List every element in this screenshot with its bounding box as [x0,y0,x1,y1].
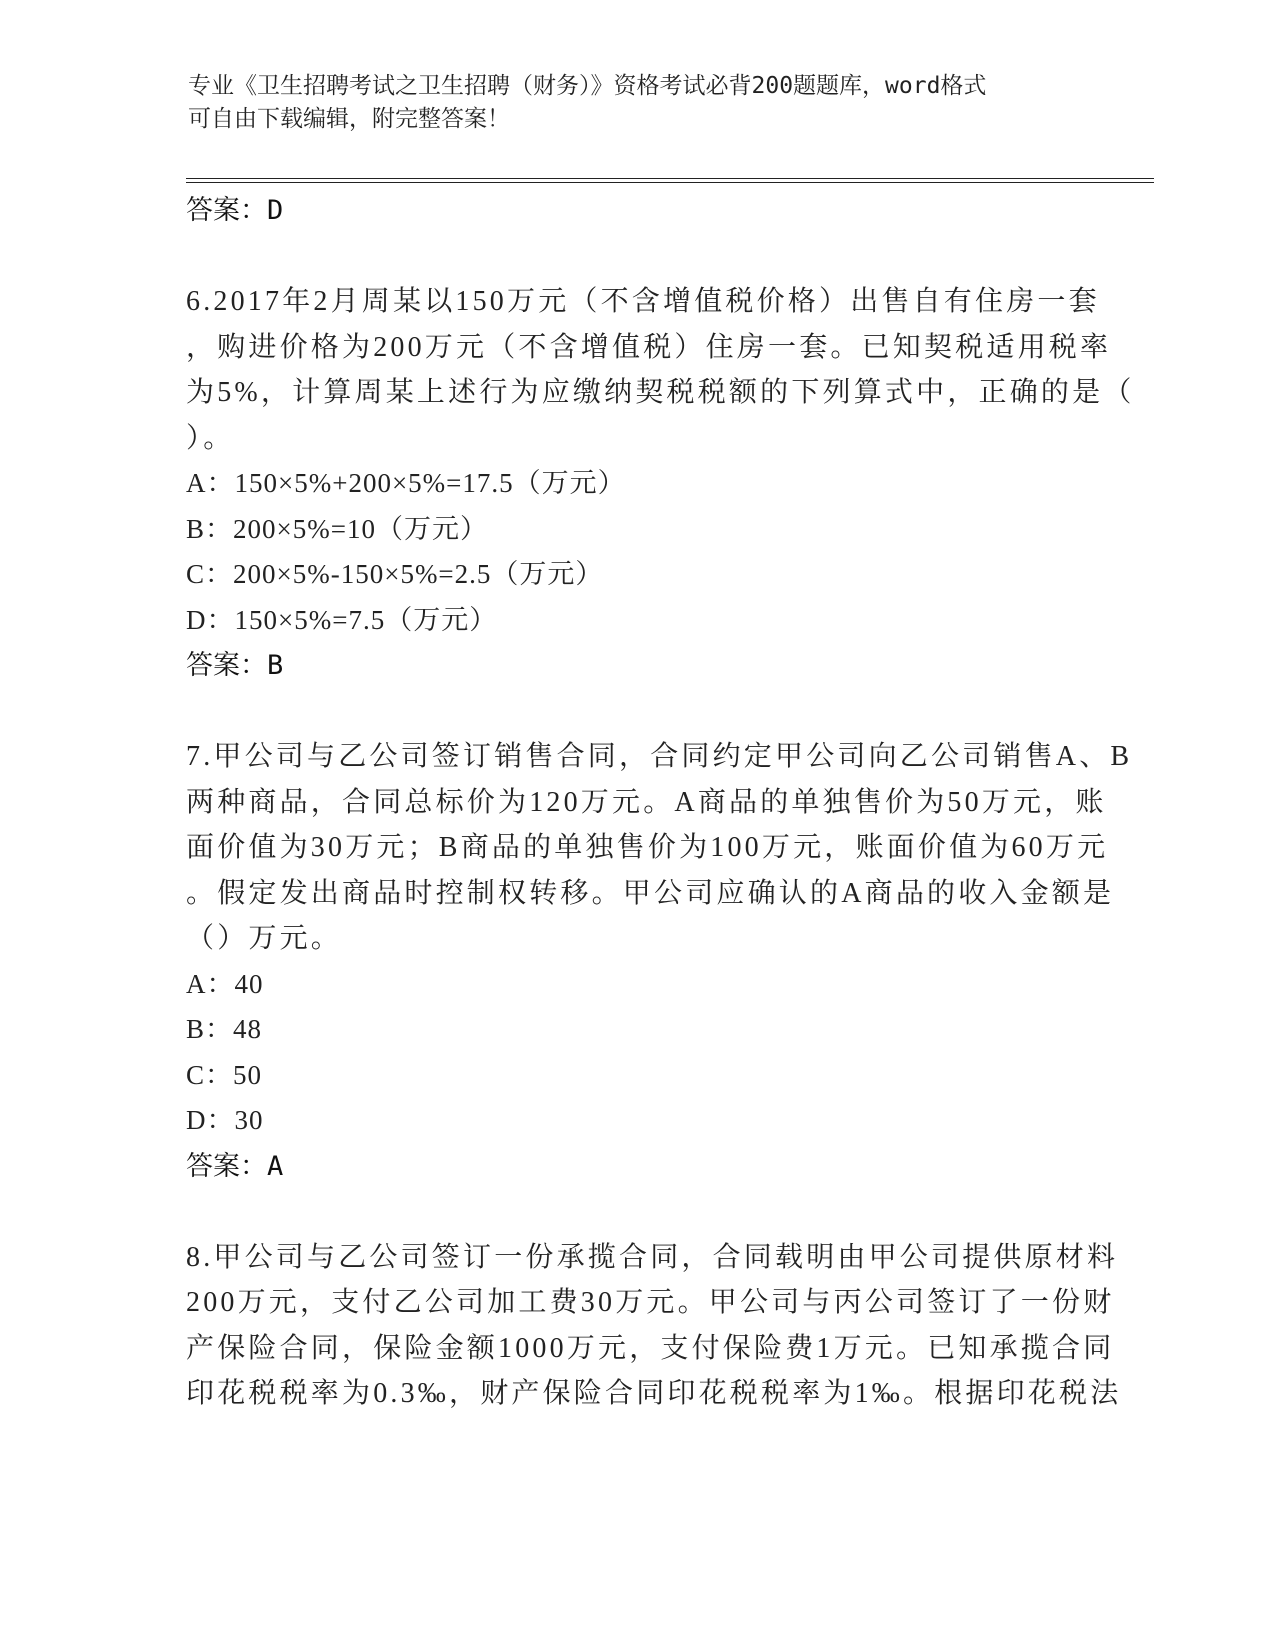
option-a: A：40 [186,968,264,999]
option-a: A：150×5%+200×5%=17.5（万元） [186,468,626,498]
question-stem-line: 7.甲公司与乙公司签订销售合同，合同约定甲公司向乙公司销售A、B [186,741,1133,772]
option-d: D：30 [186,1105,264,1135]
question-content [186,188,1135,1417]
question-stem-line: ）。 [186,422,235,454]
answer-line: 答案：A [186,1150,284,1182]
header-line-1: 专业《卫生招聘考试之卫生招聘（财务）》资格考试必背200题题库，word格式 [188,73,987,99]
option-d: D：150×5%=7.5（万元） [186,604,498,635]
blank-gap [186,688,1086,734]
question-stem-line: 6.2017年2月周某以150万元（不含增值税价格）出售自有住房一套 [186,286,1100,317]
option-b: B：200×5%=10（万元） [186,513,488,544]
blank-gap [186,233,1086,279]
header-divider [186,178,1154,183]
question-stem-line: 两种商品，合同总标价为120万元。A商品的单独售价为50万元，账 [186,786,1107,818]
header-line-2: 可自由下载编辑，附完整答案！ [188,106,510,132]
question-stem-line: 印花税税率为0.3‰，财产保险合同印花税税率为1‰。根据印花税法 [186,1378,1122,1409]
option-b: B：48 [186,1014,263,1044]
question-stem-line: ，购进价格为200万元（不含增值税）住房一套。已知契税适用税率 [186,331,1112,363]
question-stem-line: 为5%，计算周某上述行为应缴纳契税税额的下列算式中，正确的是（ [186,377,1135,408]
option-c: C：200×5%-150×5%=2.5（万元） [186,559,604,589]
page-header [188,70,1088,136]
question-stem-line: 8.甲公司与乙公司签订一份承揽合同，合同载明由甲公司提供原材料 [186,1241,1119,1273]
question-stem-line: 产保险合同，保险金额1000万元，支付保险费1万元。已知承揽合同 [186,1332,1115,1364]
option-c: C：50 [186,1059,263,1090]
question-stem-line: 200万元，支付乙公司加工费30万元。甲公司与丙公司签订了一份财 [186,1287,1115,1318]
question-block [186,279,1135,688]
question-block [186,734,1133,1189]
question-block [186,1235,1122,1417]
question-stem-line: 。假定发出商品时控制权转移。甲公司应确认的A商品的收入金额是 [186,877,1115,909]
blank-gap [186,1189,1086,1235]
answer-line: 答案：D [186,195,284,226]
question-stem-line: 面价值为30万元；B商品的单独售价为100万元，账面价值为60万元 [186,832,1109,863]
question-stem-line: （）万元。 [186,923,343,954]
answer-line: 答案：B [186,650,284,681]
